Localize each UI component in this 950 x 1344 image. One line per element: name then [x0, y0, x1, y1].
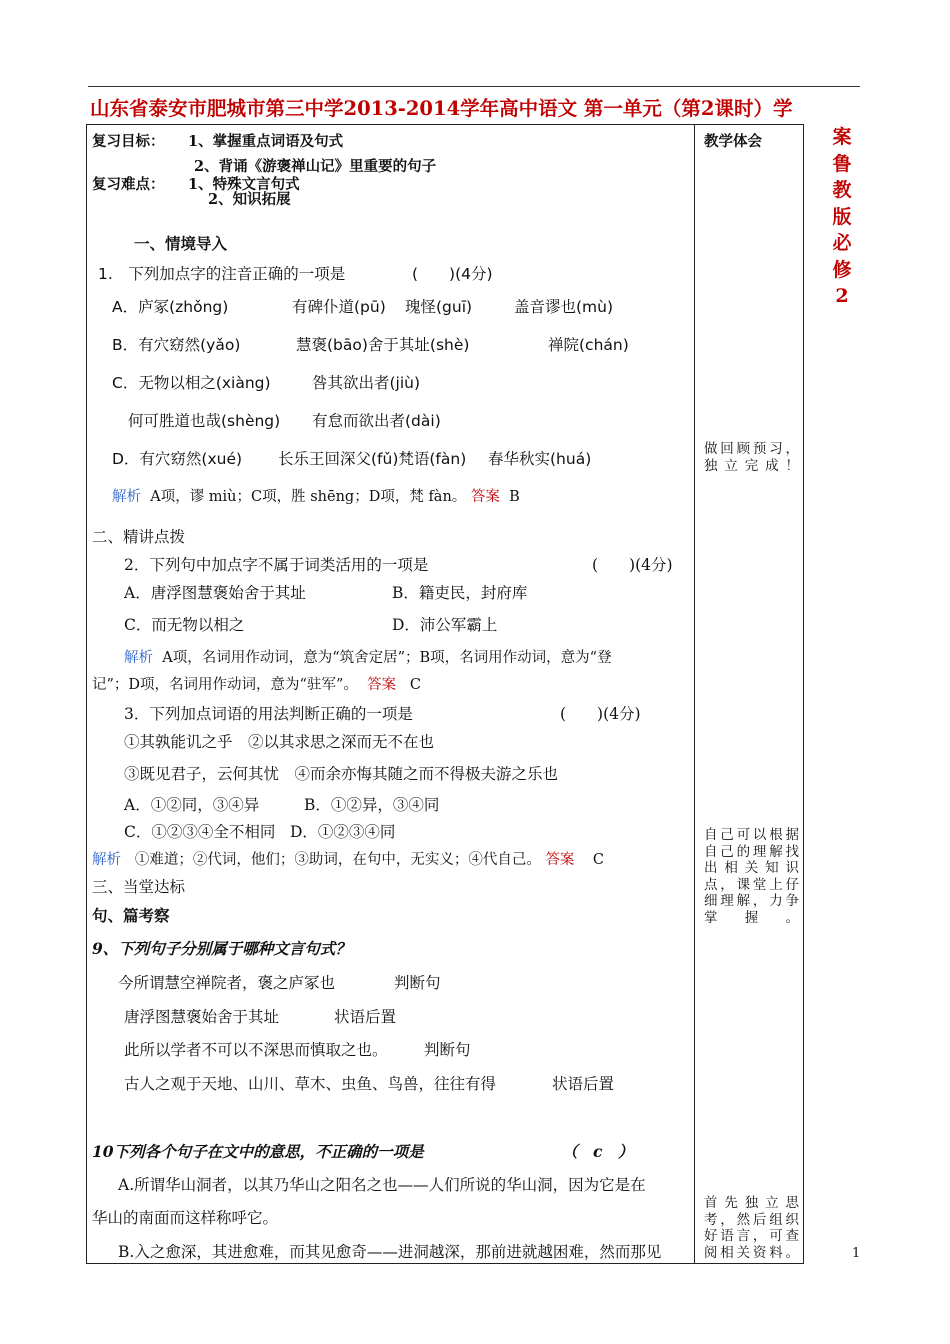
q1-analysis-text: A项，谬 miù；C项，胜 shēng；D项，梵 fàn。 — [150, 489, 467, 505]
q9-type: 状语后置 — [552, 1075, 615, 1093]
q1-option-a-3: 瑰怪(guī) — [405, 298, 473, 316]
q2-analysis-text-1: A项，名词用作动词，意为“筑舍定居”；B项，名词用作动词，意为“登 — [162, 650, 612, 666]
goal-item-2: 2、背诵《游褒禅山记》里重要的句子 — [194, 158, 437, 175]
q1-option-a-1: A．庐冢(zhǒng) — [112, 298, 229, 316]
title-char: 必 — [832, 232, 852, 254]
document-title: 山东省泰安市肥城市第三中学2013-2014学年高中语文 第一单元（第2课时）学 — [90, 97, 793, 120]
section-heading-3: 三、当堂达标 — [92, 878, 186, 896]
q3-option-b: B．①②异，③④同 — [304, 796, 440, 814]
q3-line-1: ①其孰能讥之乎 ②以其求思之深而无不在也 — [124, 733, 435, 751]
q2-option-c: C．而无物以相之 — [124, 616, 245, 634]
q9-type: 判断句 — [424, 1041, 471, 1059]
teaching-note-2: 自己可以根据自己的理解找出相关知识点，课堂上仔细理解，力争掌握。 — [704, 827, 800, 926]
title-char: 版 — [832, 205, 852, 228]
q9-sentence: 此所以学者不可以不深思而慎取之也。 — [124, 1041, 388, 1059]
right-column-header: 教学体会 — [704, 133, 762, 150]
q3-option-c: C．①②③④全不相同 — [124, 823, 276, 841]
q1-option-c-3: 何可胜道也哉(shèng) — [128, 412, 281, 430]
q1-answer: B — [509, 489, 520, 505]
q1-option-c-4: 有怠而欲出者(dài) — [312, 412, 441, 430]
q2-option-a: A．唐浮图慧褒始舍于其址 — [124, 584, 306, 602]
q2-analysis-label: 解析 — [124, 650, 153, 666]
q2-analysis-text-2: 记”；D项，名词用作动词，意为“驻军”。 — [92, 677, 358, 693]
subhead-sentence-study: 句、篇考察 — [92, 906, 170, 925]
q2-option-b: B．籍吏民，封府库 — [392, 584, 528, 602]
q1-option-c-2: 咎其欲出者(jiù) — [312, 374, 421, 392]
title-char: 鲁 — [832, 152, 852, 175]
q3-answer-label: 答案 — [545, 852, 575, 868]
q1-option-a-4: 盖音谬也(mù) — [514, 298, 614, 316]
q2-answer: C — [409, 677, 422, 693]
q10-option-a-line1: A.所谓华山洞者，以其乃华山之阳名之也——人们所说的华山洞，因为它是在 — [118, 1176, 646, 1194]
header-rule — [88, 86, 860, 87]
q1-option-c-1: C．无物以相之(xiàng) — [112, 374, 271, 392]
goals-label: 复习目标： — [92, 133, 165, 150]
goal-item-1: 1、掌握重点词语及句式 — [188, 133, 344, 150]
q9-sentence: 唐浮图慧褒始舍于其址 — [124, 1008, 280, 1026]
q9-sentence: 今所谓慧空禅院者，褒之庐冢也 — [118, 974, 336, 992]
q9-type: 状语后置 — [334, 1008, 397, 1026]
q2-analysis-line2 — [92, 673, 421, 694]
title-char: 教 — [832, 179, 852, 201]
teaching-note-3: 首先独立思考，然后组织好语言，可查阅相关资料。 — [704, 1195, 800, 1261]
q3-option-a: A．①②同，③④异 — [124, 796, 260, 814]
q1-analysis — [112, 485, 520, 506]
q1-option-b-1: B．有穴窈然(yǎo) — [112, 336, 241, 354]
title-char: 2 — [835, 285, 849, 307]
q1-option-a-2: 有碑仆道(pū) — [292, 298, 386, 316]
title-vertical-continuation — [826, 124, 858, 310]
q3-bracket: ( )(4分) — [560, 705, 641, 723]
q9-stem: 9、下列句子分别属于哪种文言句式？ — [92, 939, 351, 958]
title-char: 案 — [832, 126, 852, 148]
q3-answer: C — [592, 852, 604, 868]
q1-option-b-3: 禅院(chán) — [548, 336, 629, 354]
q2-stem: 2．下列句中加点字不属于词类活用的一项是 — [124, 556, 429, 574]
q9-sentence: 古人之观于天地、山川、草木、虫鱼、鸟兽，往往有得 — [124, 1075, 497, 1093]
section-heading-1: 一、情境导入 — [134, 235, 228, 253]
q1-answer-label: 答案 — [470, 489, 500, 505]
difficulty-item-2: 2、知识拓展 — [208, 191, 291, 208]
title-char: 修 — [832, 258, 852, 281]
q9-type: 判断句 — [394, 974, 441, 992]
page-number: 1 — [852, 1246, 861, 1261]
q3-line-2: ③既见君子，云何其忧 ④而余亦悔其随之而不得极夫游之乐也 — [124, 765, 559, 783]
q1-option-d-3: 春华秋实(huá) — [488, 450, 592, 468]
q10-option-a-line2: 华山的南面而这样称呼它。 — [92, 1209, 279, 1227]
q3-stem: 3．下列加点词语的用法判断正确的一项是 — [124, 705, 413, 723]
q3-analysis — [92, 848, 604, 869]
q10-bracket: （ c ） — [562, 1142, 634, 1161]
q10-stem: 10下列各个句子在文中的意思，不正确的一项是 — [92, 1142, 424, 1161]
difficulties-label: 复习难点： — [92, 176, 165, 193]
q3-analysis-text: ①难道；②代词，他们；③助词，在句中，无实义；④代自己。 — [134, 852, 541, 868]
q1-analysis-label: 解析 — [112, 489, 141, 505]
section-heading-2: 二、精讲点拨 — [92, 528, 186, 546]
q2-answer-label: 答案 — [367, 677, 397, 693]
column-divider — [694, 124, 695, 1264]
q3-option-d: D．①②③④同 — [290, 823, 396, 841]
q1-bracket: ( )(4分) — [412, 265, 493, 283]
difficulty-item-1: 1、特殊文言句式 — [188, 176, 300, 193]
teaching-note-1: 做回顾预习，独立完成！ — [704, 441, 800, 474]
q1-stem: 1. 下列加点字的注音正确的一项是 — [98, 265, 346, 283]
q2-bracket: ( )(4分) — [592, 556, 673, 574]
q1-option-d-2: 长乐王回深父(fǔ)梵语(fàn) — [278, 450, 467, 468]
q2-option-d: D．沛公军霸上 — [392, 616, 498, 634]
q2-analysis-line1 — [124, 646, 612, 667]
q3-analysis-label: 解析 — [92, 852, 121, 868]
q1-option-b-2: 慧褒(bāo)舍于其址(shè) — [296, 336, 470, 354]
q10-option-b-line1: B.入之愈深，其进愈难，而其见愈奇——进洞越深，那前进就越困难，然而那见 — [118, 1243, 662, 1261]
q1-option-d-1: D．有穴窈然(xué) — [112, 450, 243, 468]
